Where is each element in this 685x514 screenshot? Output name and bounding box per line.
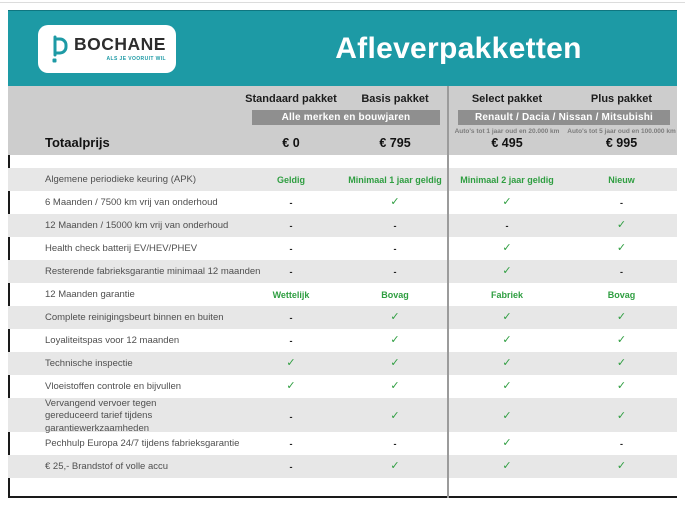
check-icon: ✓ [390, 357, 400, 369]
check-icon: ✓ [502, 265, 512, 277]
column-header-band [8, 86, 677, 155]
feature-label: Vervangend vervoer tegen gereduceerd tarief tijdens garantiewerkzaamheden [45, 398, 157, 434]
dash-value: - [505, 220, 509, 231]
table-row [8, 283, 677, 306]
table-row [8, 306, 677, 329]
check-icon: ✓ [502, 242, 512, 254]
price-standaard: € 0 [282, 135, 300, 150]
feature-label: Health check batterij EV/HEV/PHEV [45, 243, 198, 254]
dash-value: - [393, 220, 397, 231]
logo-text: BOCHANE [74, 34, 166, 55]
table-row [8, 455, 677, 478]
feature-label: Loyaliteitspas voor 12 maanden [45, 335, 180, 346]
dash-value: - [393, 243, 397, 254]
check-icon: ✓ [616, 357, 627, 369]
logo-text-group [74, 36, 166, 62]
check-icon: ✓ [390, 460, 400, 472]
dash-value: - [289, 438, 293, 449]
dash-value: - [289, 220, 293, 231]
check-icon: ✓ [502, 437, 512, 449]
dash-value: - [289, 411, 293, 422]
group-divider [447, 86, 449, 498]
value-text: Bovag [381, 289, 409, 300]
group-badge-renault-group: Renault / Dacia / Nissan / Mitsubishi [458, 110, 670, 125]
top-divider-line [0, 2, 685, 3]
plus-package-note: Auto's tot 5 jaar oud en 100.000 km [567, 128, 676, 135]
check-icon: ✓ [502, 410, 512, 423]
table-row [8, 260, 677, 283]
value-text: Fabriek [490, 289, 523, 300]
table-row [8, 375, 677, 398]
check-icon: ✓ [616, 242, 627, 254]
table-row [8, 191, 677, 214]
dash-value: - [289, 335, 293, 346]
check-icon: ✓ [390, 311, 400, 323]
value-text: Minimaal 2 jaar geldig [460, 174, 554, 185]
table-row [8, 214, 677, 237]
value-text: Bovag [607, 289, 636, 300]
feature-label: 12 Maanden / 15000 km vrij van onderhoud [45, 220, 229, 231]
price-plus: € 995 [605, 135, 638, 150]
table-row [8, 329, 677, 352]
check-icon: ✓ [502, 357, 512, 369]
price-select: € 495 [491, 135, 523, 150]
check-icon: ✓ [286, 380, 296, 392]
logo-tagline: ALS JE VOORUIT WIL [106, 55, 166, 62]
check-icon: ✓ [616, 219, 627, 231]
group-badge-all-brands: Alle merken en bouwjaren [252, 110, 440, 125]
check-icon: ✓ [502, 311, 512, 323]
bochane-logo [38, 25, 176, 73]
check-icon: ✓ [616, 460, 627, 472]
table-row [8, 432, 677, 455]
feature-rows [8, 168, 677, 478]
check-icon: ✓ [616, 380, 627, 392]
feature-label: 6 Maanden / 7500 km vrij van onderhoud [45, 197, 218, 208]
feature-label: Complete reinigingsbeurt binnen en buiten [45, 312, 224, 323]
dash-value: - [620, 197, 623, 208]
dash-value: - [289, 461, 293, 472]
value-text: Geldig [276, 174, 305, 185]
price-basis: € 795 [379, 135, 411, 150]
table-bottom-spacer [8, 478, 677, 496]
package-notes-row [8, 128, 677, 135]
check-icon: ✓ [502, 380, 512, 392]
check-icon: ✓ [390, 410, 400, 423]
column-header-plus: Plus pakket [590, 93, 653, 105]
dash-value: - [289, 197, 293, 208]
check-icon: ✓ [616, 311, 627, 323]
check-icon: ✓ [502, 334, 512, 346]
bochane-logo-icon [48, 34, 69, 64]
column-header-standaard: Standaard pakket [245, 93, 337, 105]
package-labels-row [8, 93, 677, 105]
dash-value: - [289, 312, 293, 323]
dash-value: - [393, 438, 397, 449]
table-row [8, 237, 677, 260]
dash-value: - [289, 243, 293, 254]
column-header-basis: Basis pakket [361, 93, 429, 105]
check-icon: ✓ [390, 196, 400, 208]
column-header-select: Select pakket [471, 93, 543, 105]
table-row [8, 352, 677, 375]
page-title: Afleverpakketten [335, 32, 582, 65]
check-icon: ✓ [390, 380, 400, 392]
header-band [8, 10, 677, 86]
check-icon: ✓ [616, 334, 627, 346]
dash-value: - [620, 266, 623, 277]
check-icon: ✓ [502, 460, 512, 472]
feature-label: € 25,- Brandstof of volle accu [45, 461, 169, 472]
value-text: Wettelijk [272, 289, 310, 300]
feature-label: 12 Maanden garantie [45, 289, 135, 300]
check-icon: ✓ [286, 357, 296, 369]
check-icon: ✓ [616, 410, 627, 423]
value-text: Nieuw [608, 174, 635, 185]
dash-value: - [289, 266, 293, 277]
table-row [8, 168, 677, 191]
feature-label: Algemene periodieke keuring (APK) [45, 174, 197, 185]
dash-value: - [620, 438, 623, 449]
total-price-label: Totaalprijs [45, 135, 110, 150]
feature-label: Pechhulp Europa 24/7 tijdens fabrieksgarantie [45, 438, 240, 449]
feature-label: Technische inspectie [45, 358, 133, 369]
select-package-note: Auto's tot 1 jaar oud en 20.000 km [454, 128, 560, 135]
feature-table [8, 155, 677, 498]
table-top-spacer [8, 155, 677, 168]
value-text: Minimaal 1 jaar geldig [348, 174, 442, 185]
dash-value: - [393, 266, 397, 277]
total-price-row [8, 135, 677, 150]
feature-label: Resterende fabrieksgarantie minimaal 12 maanden [45, 266, 261, 277]
table-row [8, 398, 677, 432]
check-icon: ✓ [390, 334, 400, 346]
feature-label: Vloeistoffen controle en bijvullen [45, 381, 182, 392]
check-icon: ✓ [502, 196, 512, 208]
